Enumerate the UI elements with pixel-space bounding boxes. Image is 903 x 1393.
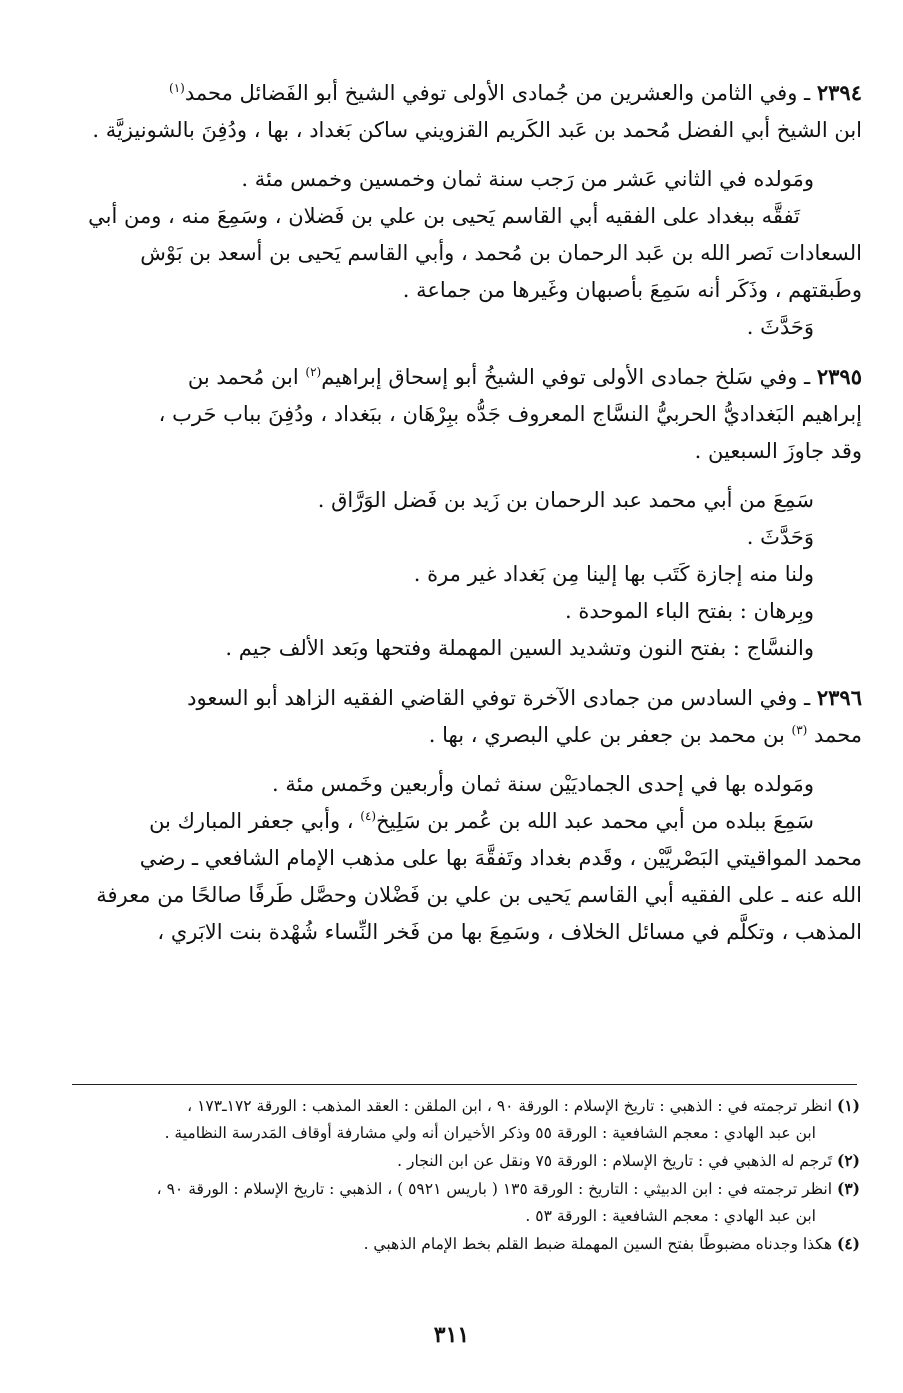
entry-2394-study-3: وطَبقتهم ، وذَكَر أنه سَمِعَ بأصبهان وغَيرها من جماعة .: [402, 278, 862, 302]
entry-2394-study-1: تَفقَّه ببغداد على الفقيه أبي القاسم يَحيى بن علي بن فَضلان ، وسَمِعَ منه ، ومن أبي: [88, 204, 800, 228]
entry-2394-line-1: [72, 74, 862, 112]
entry-2396-line-1: [72, 679, 862, 717]
entry-2394-narrated: وَحَدَّثَ .: [746, 315, 814, 339]
entry-2396-birth: ومَولده بها في إحدى الجماديَيْن سنة ثمان وأربعين وخَمس مئة .: [272, 772, 814, 796]
entry-2395-line-1: [72, 358, 862, 396]
footnotes: [72, 1092, 860, 1258]
entry-heading-cont: بن محمد بن جعفر بن علي البصري ، بها .: [428, 723, 785, 747]
footnote-3: [72, 1175, 860, 1203]
footnote-label: (٣): [836, 1179, 860, 1198]
entry-2396-line-2: [72, 717, 862, 754]
page-number: ٣١١: [433, 1322, 470, 1348]
entry-number: ٢٣٩٦: [816, 685, 862, 710]
entry-number: ٢٣٩٥: [816, 364, 862, 389]
entry-heading: ـ وفي السادس من جمادى الآخرة توفي القاضي الفقيه الزاهد أبو السعود: [187, 686, 811, 710]
footnote-label: (٢): [836, 1151, 860, 1170]
footnote-2: [72, 1147, 860, 1175]
footnote-divider: [72, 1084, 857, 1085]
entry-heading-cont: ابن مُحمد بن: [187, 365, 299, 389]
footnote-text: تَرجم له الذهبي في : تاريخ الإسلام : الورقة ٧٥ ونقل عن ابن النجار .: [397, 1152, 833, 1170]
footnote-1: [72, 1092, 860, 1120]
entry-2394-birth: ومَولده في الثاني عَشر من رَجب سنة ثمان وخمسين وخمس مئة .: [241, 167, 814, 191]
entry-2394-study-2: السعادات نَصر الله بن عَبد الرحمان بن مُحمد ، وأبي القاسم يَحيى بن أسعد بن بَوْش: [140, 241, 862, 265]
main-text: [72, 74, 862, 951]
footnote-ref: (٣): [791, 723, 808, 737]
entry-2395-heard: سَمِعَ من أبي محمد عبد الرحمان بن زَيد بن فَضل الوَرَّاق .: [317, 488, 814, 512]
footnote-3-cont: ابن عبد الهادي : معجم الشافعية : الورقة ٥٣ .: [525, 1207, 816, 1225]
entry-2396-study-4: المذهب ، وتكلَّم في مسائل الخلاف ، وسَمِعَ بها من فَخر النِّساء شُهْدة بنت الابَري ،: [157, 920, 862, 944]
text-span: سَمِعَ ببلده من أبي محمد عبد الله بن عُمر بن سَلِيخ: [376, 809, 814, 833]
footnote-ref: (١): [169, 81, 185, 95]
footnote-text: هكذا وجدناه مضبوطًا بفتح السين المهملة ضبط القلم بخط الإمام الذهبي .: [363, 1235, 833, 1253]
entry-heading: ـ وفي الثامن والعشرين من جُمادى الأولى توفي الشيخ أبو الفَضائل محمد: [184, 81, 811, 105]
footnote-ref: (٤): [360, 809, 377, 823]
footnote-text: انظر ترجمته في : ابن الدبيثي : التاريخ : الورقة ١٣٥ ( باريس ٥٩٢١ ) ، الذهبي : تاريخ الإسلام : الورقة ٩٠ ،: [156, 1180, 833, 1198]
footnote-label: (١): [836, 1096, 860, 1115]
footnote-4: [72, 1230, 860, 1258]
text-span: ، وأبي جعفر المبارك بن: [149, 809, 354, 833]
entry-2395-line-2: إبراهيم البَغداديُّ الحربيُّ النسَّاج المعروف جَدُّه ببِرْهَان ، ببَغداد ، ودُفِنَ بباب حَرب ،: [158, 402, 862, 426]
entry-2394-line-2: ابن الشيخ أبي الفضل مُحمد بن عَبد الكَريم القزويني ساكن بَغداد ، بها ، ودُفِنَ بالشونيزيَّة .: [92, 118, 862, 142]
entry-2395-burhan-note: وبِرهان : بفتح الباء الموحدة .: [564, 599, 814, 623]
entry-number: ٢٣٩٤: [816, 80, 862, 105]
entry-2396-study-3: الله عنه ـ على الفقيه أبي القاسم يَحيى بن علي بن فَضْلان وحصَّل طَرفًا صالحًا من معرفة: [96, 883, 862, 907]
entry-2396-study-1: [72, 803, 862, 840]
entry-2395-line-3: وقد جاوزَ السبعين .: [694, 439, 862, 463]
entry-2395-narrated: وَحَدَّثَ .: [746, 525, 814, 549]
footnote-label: (٤): [836, 1234, 860, 1253]
footnote-ref: (٢): [305, 365, 322, 379]
entry-heading: ـ وفي سَلخ جمادى الأولى توفي الشيخُ أبو إسحاق إبراهيم: [321, 365, 811, 389]
entry-2395-ijaza: ولنا منه إجازة كَتَب بها إلينا مِن بَغداد غير مرة .: [413, 562, 814, 586]
entry-2395-nassaj-note: والنسَّاج : بفتح النون وتشديد السين المهملة وفتحها وبَعد الألف جيم .: [225, 636, 814, 660]
entry-heading-cont: محمد: [814, 723, 862, 747]
entry-2396-study-2: محمد المواقيتي البَصْريَّيْن ، وقَدم بغداد وتَفقَّهَ بها على مذهب الإمام الشافعي ـ رضي: [139, 846, 862, 870]
footnote-text: انظر ترجمته في : الذهبي : تاريخ الإسلام : الورقة ٩٠ ، ابن الملقن : العقد المذهب : الورقة ١٧٢ـ١٧٣ ،: [187, 1097, 833, 1115]
footnote-1-cont: ابن عبد الهادي : معجم الشافعية : الورقة ٥٥ وذكر الأخيران أنه ولي مشارفة أوقاف المَدرسة النظامية .: [164, 1124, 816, 1142]
